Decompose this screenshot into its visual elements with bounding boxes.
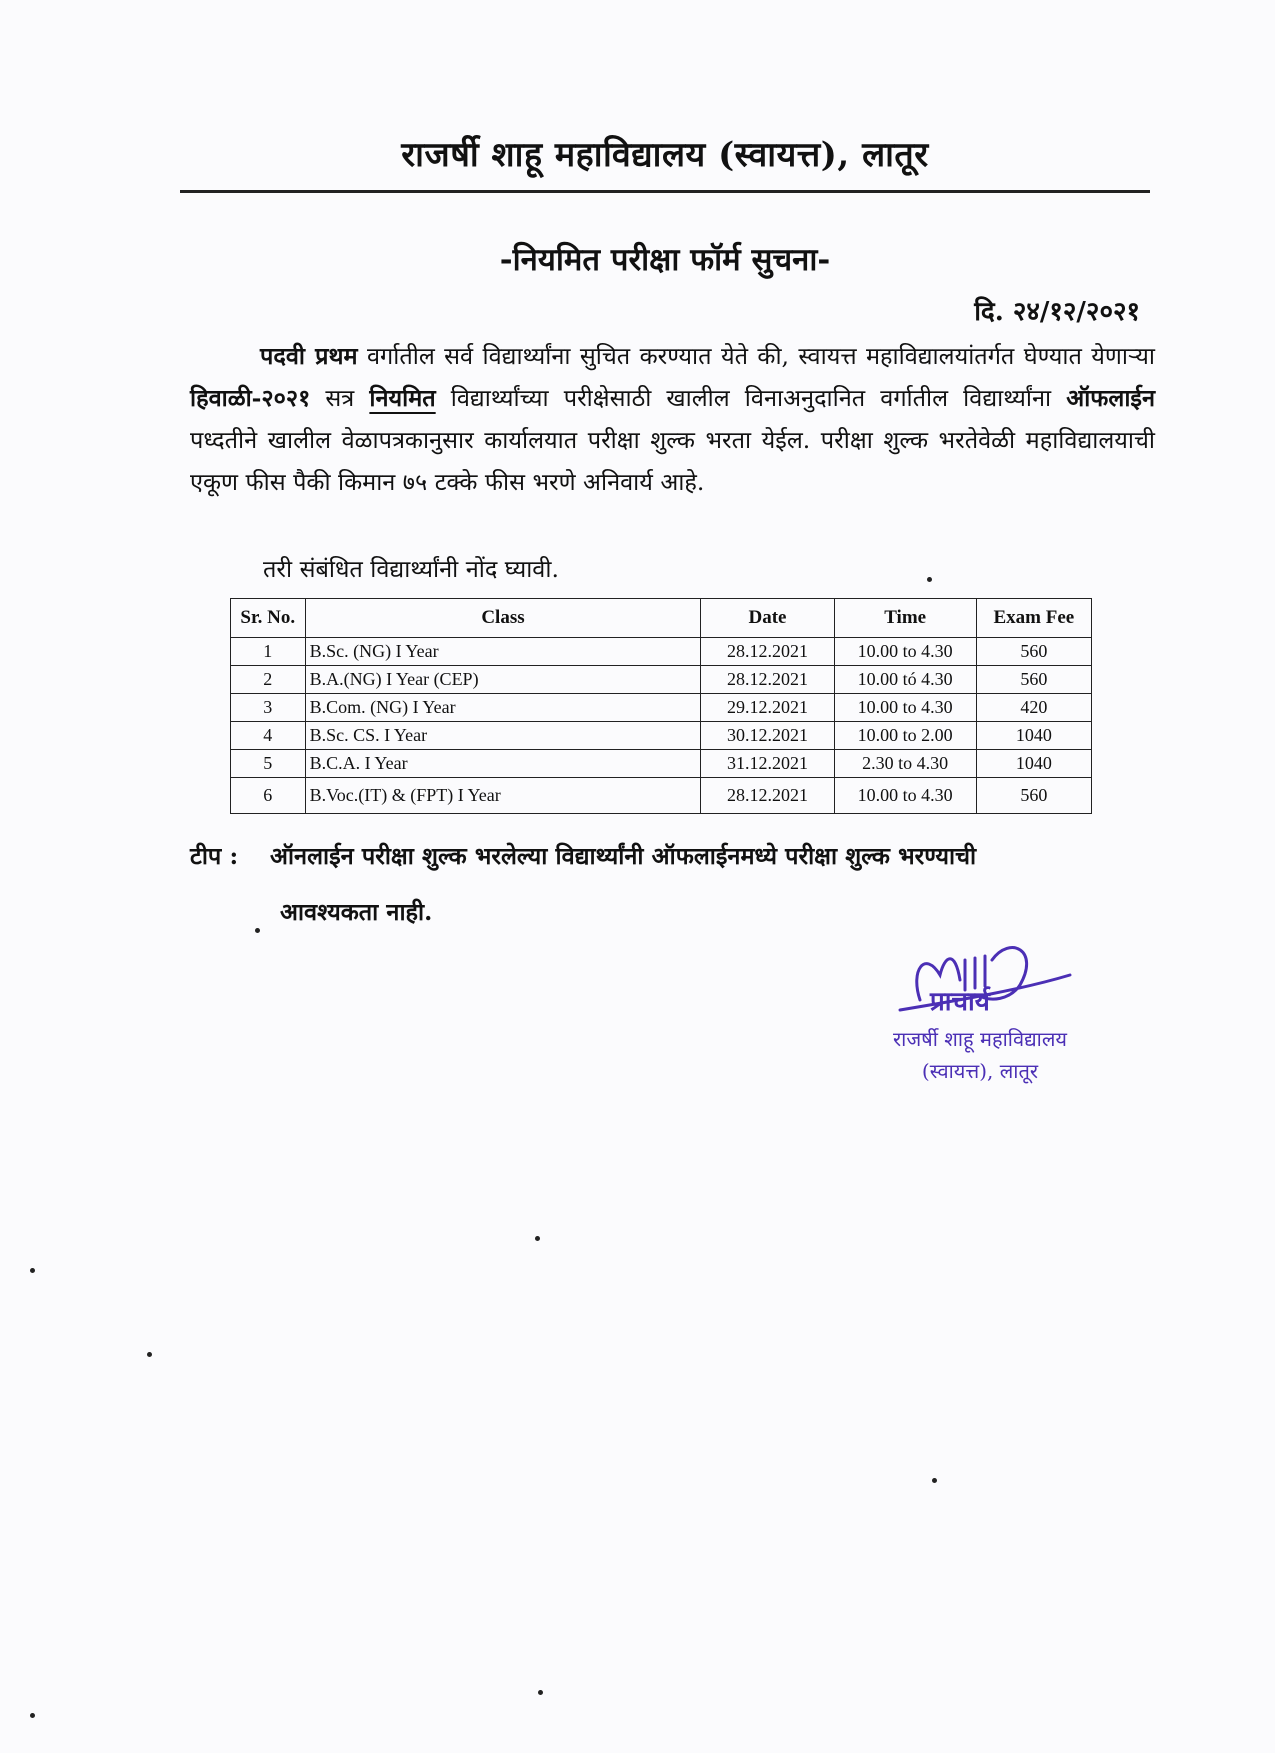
cell-class: B.Com. (NG) I Year <box>305 694 701 722</box>
header-exam-fee: Exam Fee <box>976 599 1091 638</box>
tip-line-2: आवश्यकता नाही. <box>280 898 433 926</box>
stamp-college: राजर्षी शाहू महाविद्यालय <box>892 1027 1068 1051</box>
fee-schedule-table <box>230 598 1092 814</box>
cell-sr-no: 5 <box>231 750 306 778</box>
cell-time: 10.00 to 4.30 <box>834 778 976 814</box>
table-row <box>231 722 1092 750</box>
scan-speck <box>30 1713 35 1718</box>
cell-time: 10.00 to 4.30 <box>834 638 976 666</box>
table-row <box>231 666 1092 694</box>
cell-class: B.C.A. I Year <box>305 750 701 778</box>
header-time: Time <box>834 599 976 638</box>
table-row <box>231 750 1092 778</box>
para-text-1: वर्गातील सर्व विद्यार्थ्यांना सुचित करण्यात येते की, स्वायत्त महाविद्यालयांतर्गत घेण्यात येणाऱ्या <box>357 342 1155 370</box>
principal-stamp <box>860 930 1100 1090</box>
para-bold-session: हिवाळी-२०२१ <box>190 384 311 412</box>
cell-sr-no: 6 <box>231 778 306 814</box>
table-row <box>231 778 1092 814</box>
table-row <box>231 694 1092 722</box>
stamp-location: (स्वायत्त), लातूर <box>921 1059 1039 1083</box>
cell-sr-no: 1 <box>231 638 306 666</box>
cell-sr-no: 2 <box>231 666 306 694</box>
tip-line-1: ऑनलाईन परीक्षा शुल्क भरलेल्या विद्यार्थ्यांनी ऑफलाईनमध्ये परीक्षा शुल्क भरण्याची <box>270 842 977 870</box>
cell-date: 28.12.2021 <box>701 638 834 666</box>
tip-label: टीप : <box>190 842 239 870</box>
college-title: राजर्षी शाहू महाविद्यालय (स्वायत्त), लातूर <box>401 135 929 175</box>
scan-speck <box>147 1352 152 1357</box>
cell-date: 29.12.2021 <box>701 694 834 722</box>
para-text-3: विद्यार्थ्यांच्या परीक्षेसाठी खालील विनाअनुदानित वर्गातील विद्यार्थ्यांना <box>435 384 1067 412</box>
cell-exam-fee: 560 <box>976 638 1091 666</box>
para-text-2: सत्र <box>310 384 370 412</box>
notice-paragraph <box>190 335 1155 503</box>
table-header-row <box>231 599 1092 638</box>
scan-speck <box>30 1268 35 1273</box>
cell-exam-fee: 560 <box>976 778 1091 814</box>
cell-exam-fee: 1040 <box>976 722 1091 750</box>
notice-date: दि. २४/१२/२०२१ <box>974 297 1140 327</box>
header-class: Class <box>305 599 701 638</box>
cell-date: 31.12.2021 <box>701 750 834 778</box>
cell-time: 10.00 to 4.30 <box>834 694 976 722</box>
header-date: Date <box>701 599 834 638</box>
stamp-role: प्राचार्य <box>930 987 990 1017</box>
cell-sr-no: 4 <box>231 722 306 750</box>
scan-speck <box>535 1236 540 1241</box>
para-text-4: पध्दतीने खालील वेळापत्रकानुसार कार्यालयात परीक्षा शुल्क भरता येईल. परीक्षा शुल्क भरतेवेळी महाविद्यालयाची एकूण फीस पैकी किमान ७५ टक्के फीस भरणे अनिवार्य आहे. <box>190 426 1155 496</box>
cell-exam-fee: 560 <box>976 666 1091 694</box>
cell-time: 10.00 to 2.00 <box>834 722 976 750</box>
cell-date: 28.12.2021 <box>701 666 834 694</box>
cell-class: B.Sc. (NG) I Year <box>305 638 701 666</box>
cell-time: 2.30 to 4.30 <box>834 750 976 778</box>
scan-speck <box>932 1478 937 1483</box>
cell-exam-fee: 1040 <box>976 750 1091 778</box>
scan-speck <box>927 577 932 582</box>
scan-speck <box>538 1690 543 1695</box>
tip-note <box>190 828 1160 940</box>
table-row <box>231 638 1092 666</box>
para-bold-regular: नियमित <box>369 384 436 412</box>
cell-date: 30.12.2021 <box>701 722 834 750</box>
cell-date: 28.12.2021 <box>701 778 834 814</box>
header-sr-no: Sr. No. <box>231 599 306 638</box>
para-bold-degree: पदवी प्रथम <box>260 342 358 370</box>
header-rule <box>180 190 1150 193</box>
cell-class: B.A.(NG) I Year (CEP) <box>305 666 701 694</box>
notice-subtitle: -नियमित परीक्षा फॉर्म सुचना- <box>499 242 831 278</box>
cell-sr-no: 3 <box>231 694 306 722</box>
cell-class: B.Sc. CS. I Year <box>305 722 701 750</box>
cell-time: 10.00 tó 4.30 <box>834 666 976 694</box>
cell-exam-fee: 420 <box>976 694 1091 722</box>
para-bold-offline: ऑफलाईन <box>1066 384 1155 412</box>
notice-note: तरी संबंधित विद्यार्थ्यांनी नोंद घ्यावी. <box>263 555 559 583</box>
cell-class: B.Voc.(IT) & (FPT) I Year <box>305 778 701 814</box>
scan-speck <box>255 928 260 933</box>
